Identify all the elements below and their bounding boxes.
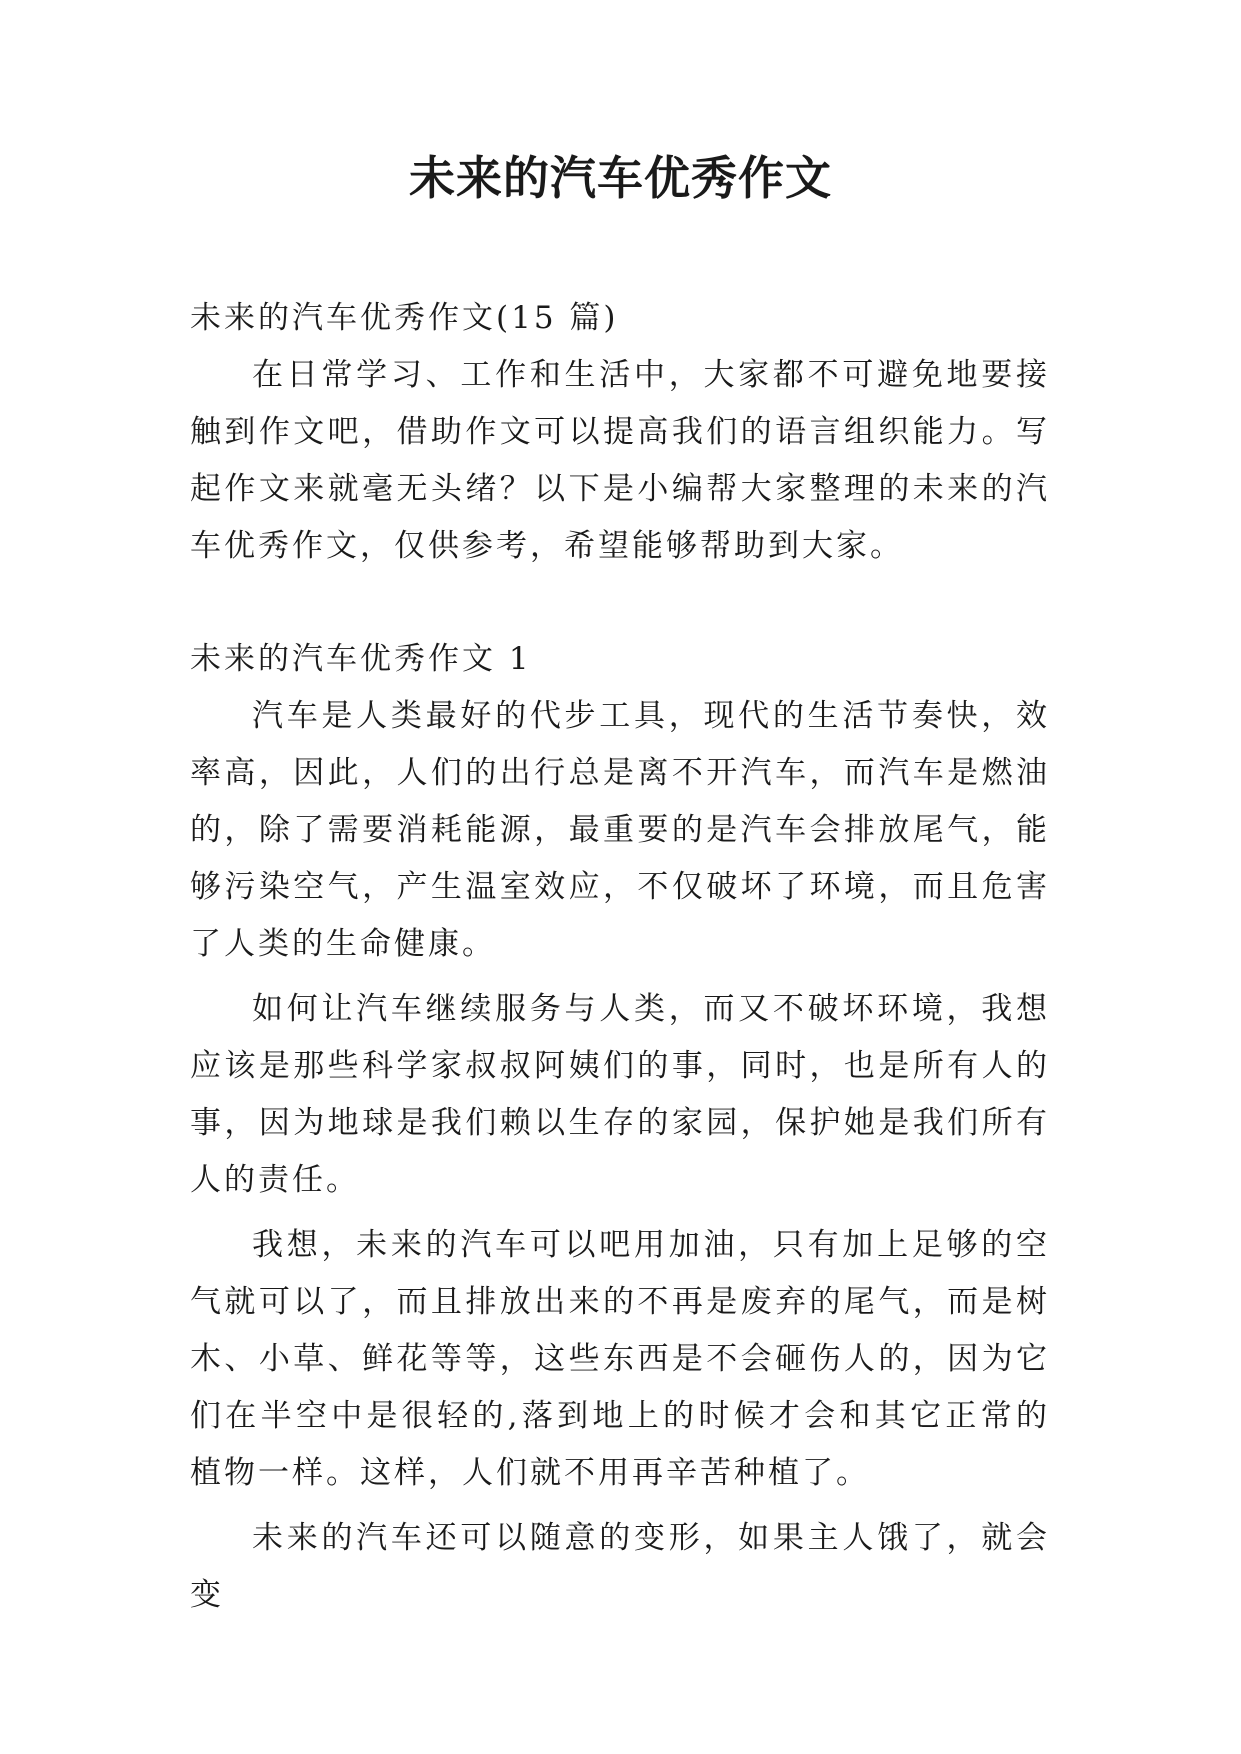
collection-subtitle: 未来的汽车优秀作文(15 篇) (190, 300, 619, 336)
paragraph-spacer (190, 1209, 1050, 1217)
paragraph-spacer (190, 1502, 1050, 1510)
body-paragraph: 我想，未来的汽车可以吧用加油，只有加上足够的空气就可以了，而且排放出来的不再是废弃的尾气，而是树木、小草、鲜花等等，这些东西是不会砸伤人的，因为它们在半空中是很轻的,落到地上的时候才会和其它正常的植物一样。这样，人们就不用再辛苦种植了。 (190, 1227, 1050, 1491)
section-spacer (190, 575, 1050, 631)
paragraph-spacer (190, 973, 1050, 981)
body-paragraph: 如何让汽车继续服务与人类，而又不破坏环境，我想应该是那些科学家叔叔阿姨们的事，同时，也是所有人的事，因为地球是我们赖以生存的家园，保护她是我们所有人的责任。 (190, 991, 1050, 1198)
document-body (190, 290, 1050, 1624)
body-paragraph-truncated: 未来的汽车还可以随意的变形，如果主人饿了，就会变 (190, 1520, 1050, 1613)
intro-paragraph: 在日常学习、工作和生活中，大家都不可避免地要接触到作文吧，借助作文可以提高我们的语言组织能力。写起作文来就毫无头绪？以下是小编帮大家整理的未来的汽车优秀作文，仅供参考，希望能够帮助到大家。 (190, 357, 1050, 564)
section-heading: 未来的汽车优秀作文 1 (190, 641, 532, 677)
body-paragraph: 汽车是人类最好的代步工具，现代的生活节奏快，效率高，因此，人们的出行总是离不开汽车，而汽车是燃油的，除了需要消耗能源，最重要的是汽车会排放尾气，能够污染空气，产生温室效应，不仅破坏了环境，而且危害了人类的生命健康。 (190, 698, 1050, 962)
document-title: 未来的汽车优秀作文 (409, 151, 832, 205)
